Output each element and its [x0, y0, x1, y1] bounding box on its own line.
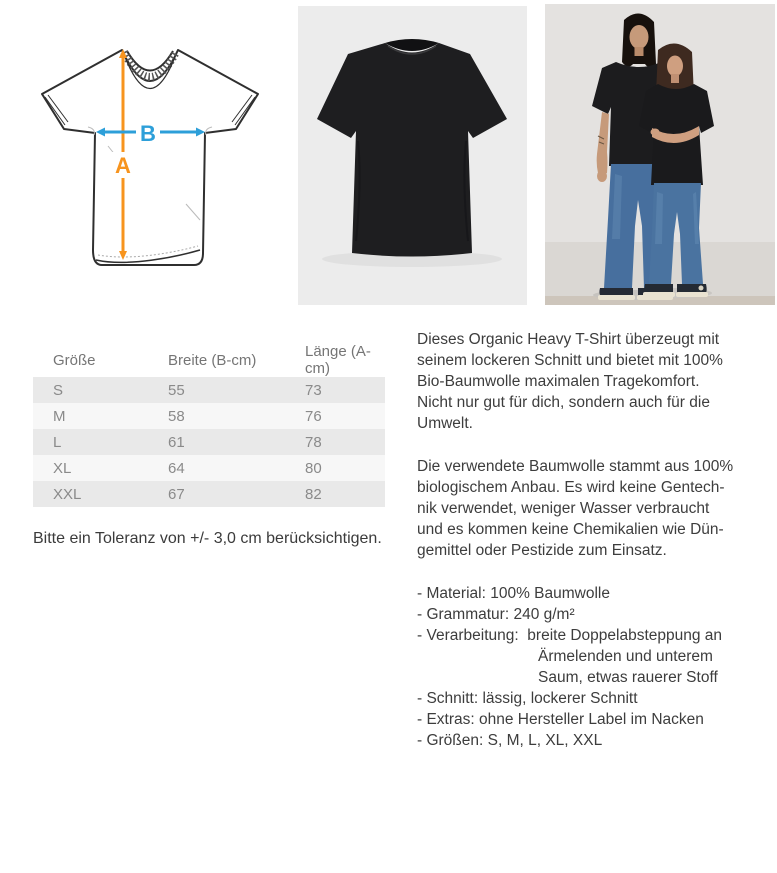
description-line: gemittel oder Pestizide zum Einsatz. [417, 542, 667, 559]
spec-material: - Material: 100% Baumwolle [417, 585, 610, 602]
description-line: seinem lockeren Schnitt und bietet mit 100% [417, 352, 723, 369]
length-cell: 73 [305, 381, 322, 399]
description-line: Dieses Organic Heavy T-Shirt überzeugt mit [417, 331, 720, 348]
description-line: Umwelt. [417, 415, 473, 432]
description-line: Bio-Baumwolle maximalen Tragekomfort. [417, 373, 700, 390]
table-row-l [33, 429, 385, 455]
table-row-s [33, 377, 385, 403]
size-table [33, 343, 385, 507]
spec-verarbeitung: - Verarbeitung: breite Doppelabsteppung an [417, 627, 723, 644]
size-cell: M [53, 407, 66, 425]
size-diagram-image[interactable] [28, 8, 280, 300]
label-a: A [115, 153, 131, 178]
description-paragraph-1 [417, 329, 775, 434]
size-cell: XL [53, 459, 72, 477]
description-line: biologischem Anbau. Es wird keine Gentech- [417, 479, 725, 496]
size-cell: L [53, 433, 62, 451]
spec-extras: - Extras: ohne Hersteller Label im Nacken [417, 711, 704, 728]
tshirt-measurement-diagram [28, 8, 280, 300]
length-cell: 76 [305, 407, 322, 425]
description-line: nik verwendet, weniger Wasser verbraucht [417, 500, 710, 517]
spec-grammatur: - Grammatur: 240 g/m² [417, 606, 575, 623]
size-cell: XXL [53, 485, 82, 503]
black-tshirt-graphic [298, 6, 527, 305]
table-row-m [33, 403, 385, 429]
width-cell: 67 [168, 485, 185, 503]
product-photo-black-tshirt[interactable] [298, 6, 527, 305]
table-row-xxl [33, 481, 385, 507]
spec-verarbeitung-cont: Saum, etwas rauerer Stoff [538, 669, 718, 686]
description-line: und es kommen keine Chemikalien wie Dün- [417, 521, 724, 538]
header-breite: Breite (B-cm) [148, 343, 285, 377]
length-cell: 80 [305, 459, 322, 477]
size-cell: S [53, 381, 64, 399]
width-cell: 55 [168, 381, 185, 399]
tshirt-body [317, 43, 507, 257]
product-description [417, 329, 775, 751]
length-cell: 82 [305, 485, 322, 503]
size-table-header-row [33, 343, 385, 377]
product-specs-list [417, 583, 775, 751]
description-line: Nicht nur gut für dich, sondern auch für die [417, 394, 710, 411]
width-cell: 64 [168, 459, 185, 477]
tshirt-outline [42, 50, 258, 265]
width-cell: 58 [168, 407, 185, 425]
width-cell: 61 [168, 433, 185, 451]
description-line: Die verwendete Baumwolle stammt aus 100% [417, 458, 734, 475]
spec-groessen: - Größen: S, M, L, XL, XXL [417, 732, 603, 749]
table-row-xl [33, 455, 385, 481]
header-groesse: Größe [33, 343, 148, 377]
models-photo[interactable] [545, 4, 775, 305]
length-cell: 78 [305, 433, 322, 451]
models-graphic [545, 4, 775, 305]
spec-verarbeitung-cont: Ärmelenden und unterem [538, 648, 713, 665]
tolerance-note: Bitte ein Toleranz von +/- 3,0 cm berücksichtigen. [33, 530, 382, 547]
label-b: B [140, 121, 156, 146]
description-paragraph-2 [417, 456, 775, 561]
header-laenge: Länge (A-cm) [285, 343, 385, 377]
spec-schnitt: - Schnitt: lässig, lockerer Schnitt [417, 690, 638, 707]
